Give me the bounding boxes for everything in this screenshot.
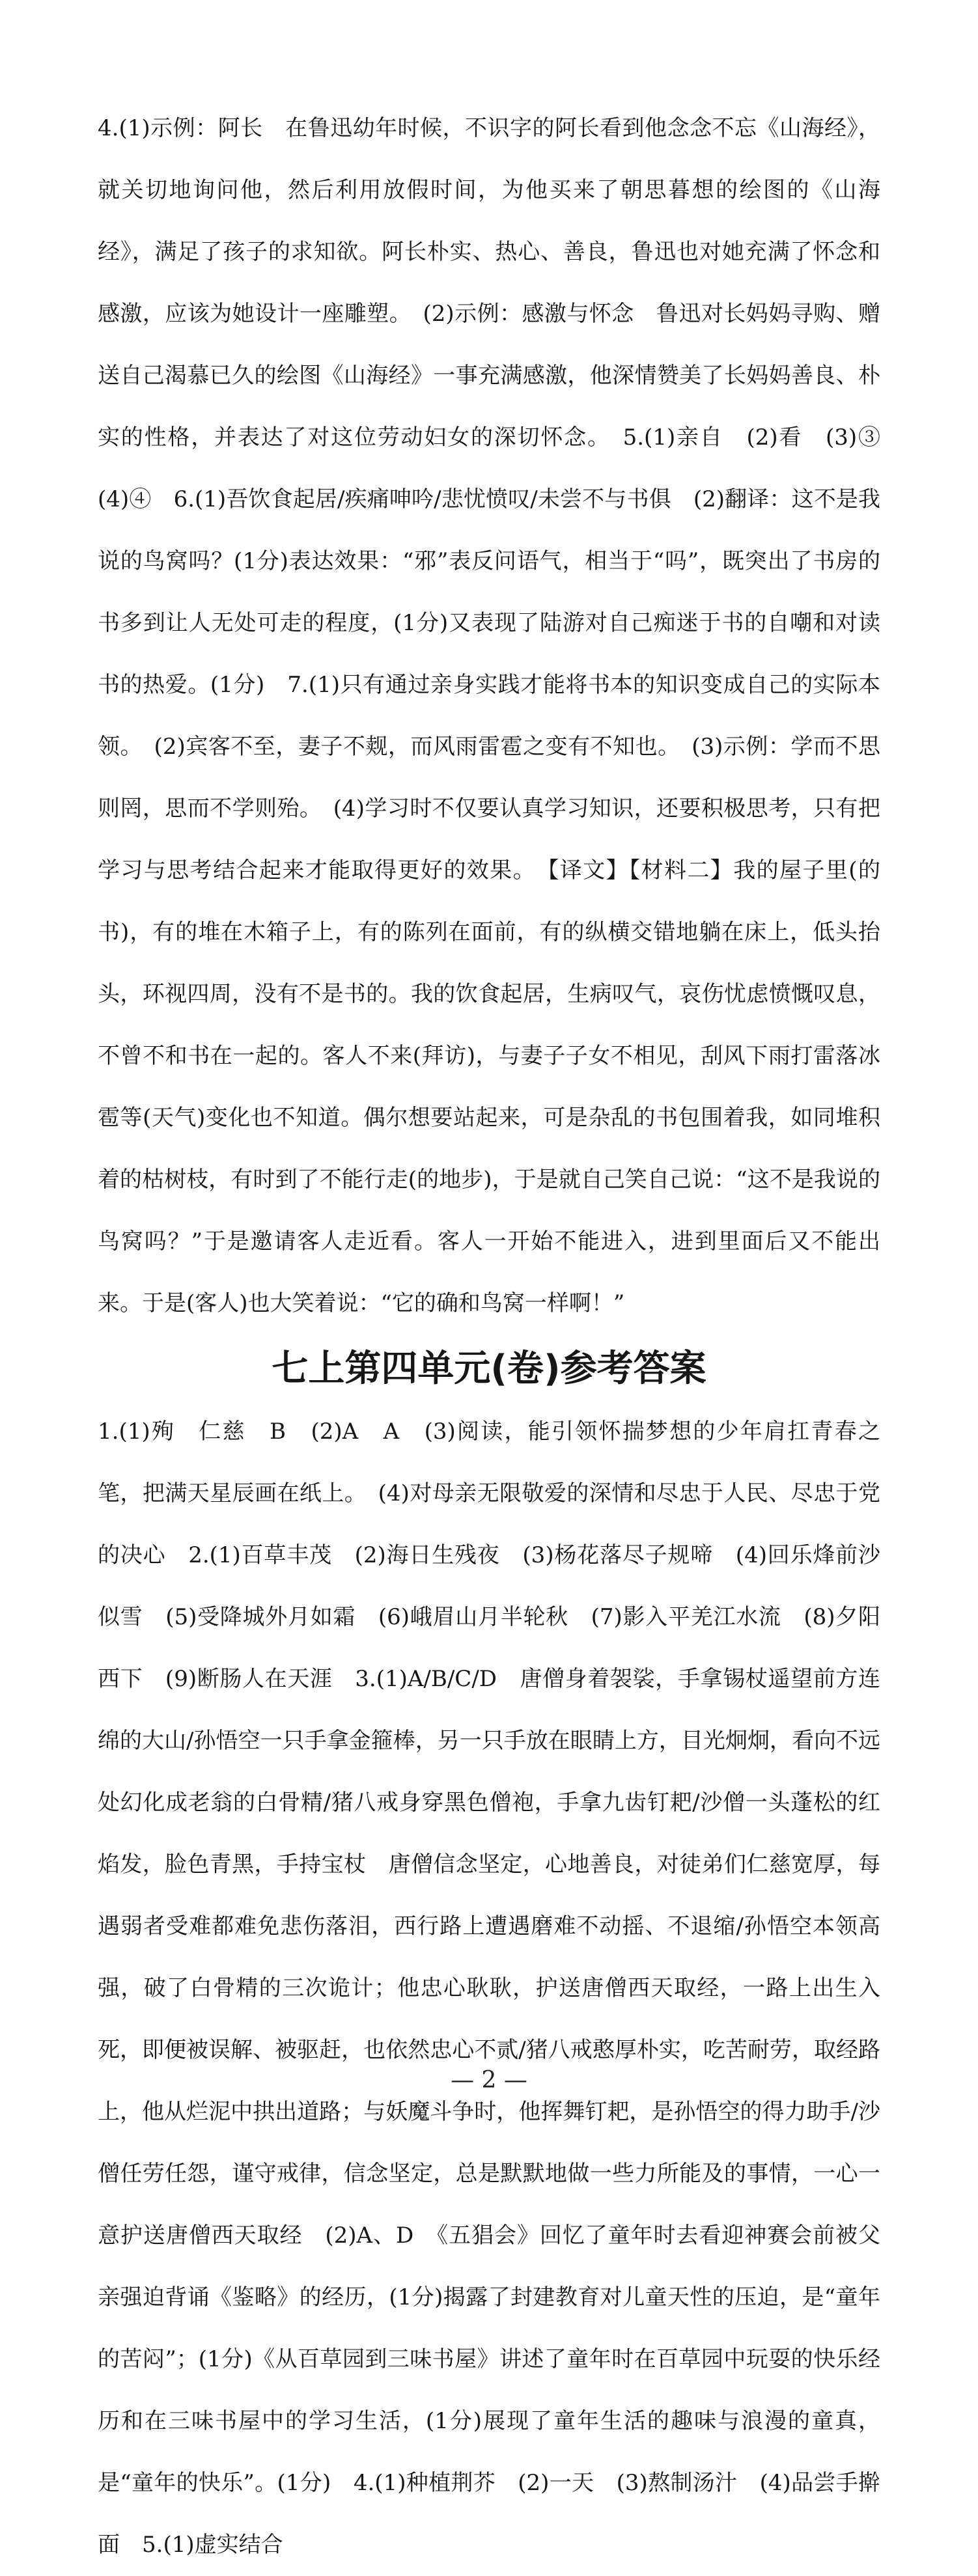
page-number: — 2 — — [451, 2067, 527, 2094]
answers-paragraph-unit3: 4.(1)示例：阿长 在鲁迅幼年时候，不识字的阿长看到他念念不忘《山海经》，就关切地询问他，然后利用放假时间，为他买来了朝思暮想的绘图的《山海经》，满足了孩子的求知欲。阿长朴实、热心、善良，鲁迅也对她充满了怀念和感激，应该为她设计一座雕塑。 (2)示例：感激与怀念 鲁迅对长妈妈寻购、赠送自己渴慕已久的绘图《山海经》一事充满感激，他深情赞美了长妈妈善良、朴实的性格，并表达了对这位劳动妇女的深切怀念。 5.(1)亲自 (2)看 (3)③ (4)④ 6.(1)吾饮食起居/疾痛呻吟/悲忧愤叹/未尝不与书俱 (2)翻译：这不是我说的鸟窝吗？(1分)表达效果：“邪”表反问语气，相当于“吗”，既突出了书房的书多到让人无处可走的程度，(1分)又表现了陆游对自己痴迷于书的自嘲和对读书的热爱。(1分) 7.(1)只有通过亲身实践才能将书本的知识变成自己的实际本领。 (2)宾客不至，妻子不觌，而风雨雷雹之变有不知也。 (3)示例：学而不思则罔，思而不学则殆。 (4)学习时不仅要认真学习知识，还要积极思考，只有把学习与思考结合起来才能取得更好的效果。 【译文】【材料二】我的屋子里(的书)，有的堆在木箱子上，有的陈列在面前，有的纵横交错地躺在床上，低头抬头，环视四周，没有不是书的。我的饮食起居，生病叹气，哀伤忧虑愤慨叹息，不曾不和书在一起的。客人不来(拜访)，与妻子子女不相见，刮风下雨打雷落冰雹等(天气)变化也不知道。偶尔想要站起来，可是杂乱的书包围着我，如同堆积着的枯树枝，有时到了不能行走(的地步)，于是就自己笑自己说：“这不是我说的鸟窝吗？”于是邀请客人走近看。客人一开始不能进入，进到里面后又不能出来。于是(客人)也大笑着说：“它的确和鸟窝一样啊！” — [98, 115, 902, 1316]
section-title: 七上第四单元(卷)参考答案 — [272, 1348, 706, 1390]
answers-paragraph-unit4: 1.(1)殉 仁慈 B (2)A A (3)阅读，能引领怀揣梦想的少年肩扛青春之笔，把满天星辰画在纸上。 (4)对母亲无限敬爱的深情和尽忠于人民、尽忠于党的决心 2.(1)百草丰茂 (2)海日生残夜 (3)杨花落尽子规啼 (4)回乐烽前沙似雪 (5)受降城外月如霜 (6)峨眉山月半轮秋 (7)影入平羌江水流 (8)夕阳西下 (9)断肠人在天涯 3.(1)A/B/C/D 唐僧身着袈裟，手拿锡杖遥望前方连绵的大山/孙悟空一只手拿金箍棒，另一只手放在眼睛上方，目光炯炯，看向不远处幻化成老翁的白骨精/猪八戒身穿黑色僧袍，手拿九齿钉耙/沙僧一头蓬松的红焰发，脸色青黑，手持宝杖 唐僧信念坚定，心地善良，对徒弟们仁慈宽厚，每遇弱者受难都难免悲伤落泪，西行路上遭遇磨难不动摇、不退缩/孙悟空本领高强，破了白骨精的三次诡计；他忠心耿耿，护送唐僧西天取经，一路上出生入死，即便被误解、被驱赶，也依然忠心不贰/猪八戒憨厚朴实，吃苦耐劳，取经路上，他从烂泥中拱出道路；与妖魔斗争时，他挥舞钉耙，是孙悟空的得力助手/沙僧任劳任怨，谨守戒律，信念坚定，总是默默地做一些力所能及的事情，一心一意护送唐僧西天取经 (2)A、D 《五猖会》回忆了童年时去看迎神赛会前被父亲强迫背诵《鉴略》的经历，(1分)揭露了封建教育对儿童天性的压迫，是“童年的苦闷”；(1分)《从百草园到三味书屋》讲述了童年时在百草园中玩耍的快乐经历和在三味书屋中的学习生活，(1分)展现了童年生活的趣味与浪漫的童真，是“童年的快乐”。(1分) 4.(1)种植荆芥 (2)一天 (3)熬制汤汁 (4)品尝手擀面 5.(1)虚实结合 — [98, 1419, 880, 2558]
